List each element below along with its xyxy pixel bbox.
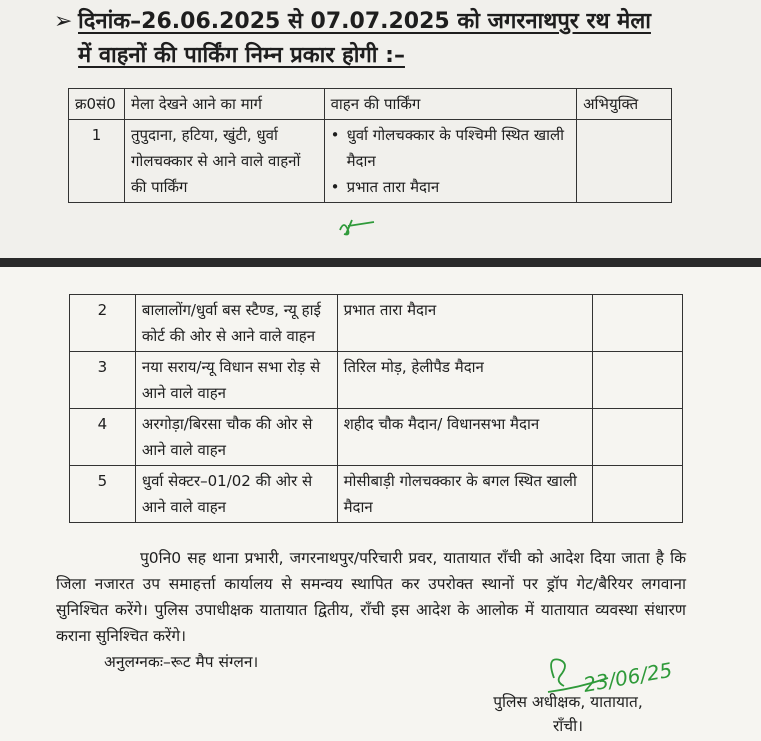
row-serial: 2: [70, 295, 136, 352]
row-route: तुपुदाना, हटिया, खुंटी, धुर्वा गोलचक्कार से आने वाले वाहनों की पार्किंग: [124, 120, 324, 203]
heading-line-1-text: दिनांक–26.06.2025 से 07.07.2025 को जगरनाथपुर रथ मेला: [78, 9, 651, 34]
row-parking: प्रभात तारा मैदान: [337, 295, 593, 352]
page-divider: [0, 258, 761, 267]
row-parking: [324, 120, 576, 203]
parking-item: • धुर्वा गोलचक्कार के पश्चिमी स्थित खाली मैदान: [331, 122, 570, 174]
row-route: अरगोड़ा/बिरसा चौक की ओर से आने वाले वाहन: [135, 409, 337, 466]
row-remark: [593, 466, 683, 523]
row-serial: 1: [69, 120, 125, 203]
table-row: [70, 295, 683, 352]
heading-line-2: में वाहनों की पार्किंग निम्न प्रकार होगी :–: [78, 43, 405, 68]
signature-date-text: 23/06/25: [581, 657, 675, 697]
order-paragraph: पु0नि0 सह थाना प्रभारी, जगरनाथपुर/परिचारी प्रवर, यातायात राँची को आदेश दिया जाता है कि जिला नजारत उप समाहर्त्ता कार्यालय से समन्वय स्थापित कर उपरोक्त स्थानों पर ड्रॉप गेट/बैरियर लगवाना सुनिश्चित करेंगे। पुलिस उपाधीक्षक यातायात द्वितीय, राँची इस आदेश के आलोक में यातायात व्यवस्था संधारण कराना सुनिश्चित करेंगे।: [56, 549, 686, 645]
row-remark: [593, 295, 683, 352]
table-row: [70, 466, 683, 523]
annexure-note: अनुलग्नकः–रूट मैप संग्लन।: [104, 653, 259, 671]
row-remark: [593, 409, 683, 466]
row-serial: 5: [70, 466, 136, 523]
row-serial: 3: [70, 352, 136, 409]
row-route: बालालोंग/धुर्वा बस स्टैण्ड, न्यू हाई कोर्ट की ओर से आने वाले वाहन: [135, 295, 337, 352]
signatory-designation: पुलिस अधीक्षक, यातायात,: [493, 693, 643, 711]
header-serial: क्र0सं0: [69, 89, 125, 120]
row-route: नया सराय/न्यू विधान सभा रोड़ से आने वाले वाहन: [135, 352, 337, 409]
parking-table-part-2: [69, 294, 683, 523]
signature-block: [478, 690, 658, 738]
heading-line-1: [54, 6, 651, 38]
header-route: मेला देखने आने का मार्ग: [124, 89, 324, 120]
row-serial: 4: [70, 409, 136, 466]
arrow-bullet-icon: ➢: [54, 9, 73, 34]
parking-item: • प्रभात तारा मैदान: [331, 174, 570, 200]
table-row: [70, 409, 683, 466]
row-remark: [593, 352, 683, 409]
row-route: धुर्वा सेक्टर–01/02 की ओर से आने वाले वाहन: [135, 466, 337, 523]
row-parking: शहीद चौक मैदान/ विधानसभा मैदान: [337, 409, 593, 466]
signatory-city: राँची।: [552, 717, 584, 735]
initials-scribble: [334, 214, 380, 240]
table-header-row: [69, 89, 672, 120]
row-remark: [577, 120, 672, 203]
header-parking: वाहन की पार्किंग: [324, 89, 576, 120]
row-parking: तिरिल मोड़, हेलीपैड मैदान: [337, 352, 593, 409]
table-row: [69, 120, 672, 203]
table-row: [70, 352, 683, 409]
parking-table-part-1: [68, 88, 672, 203]
row-parking: मोसीबाड़ी गोलचक्कार के बगल स्थित खाली मैदान: [337, 466, 593, 523]
header-remark: अभियुक्ति: [577, 89, 672, 120]
top-page-section: [0, 0, 761, 258]
